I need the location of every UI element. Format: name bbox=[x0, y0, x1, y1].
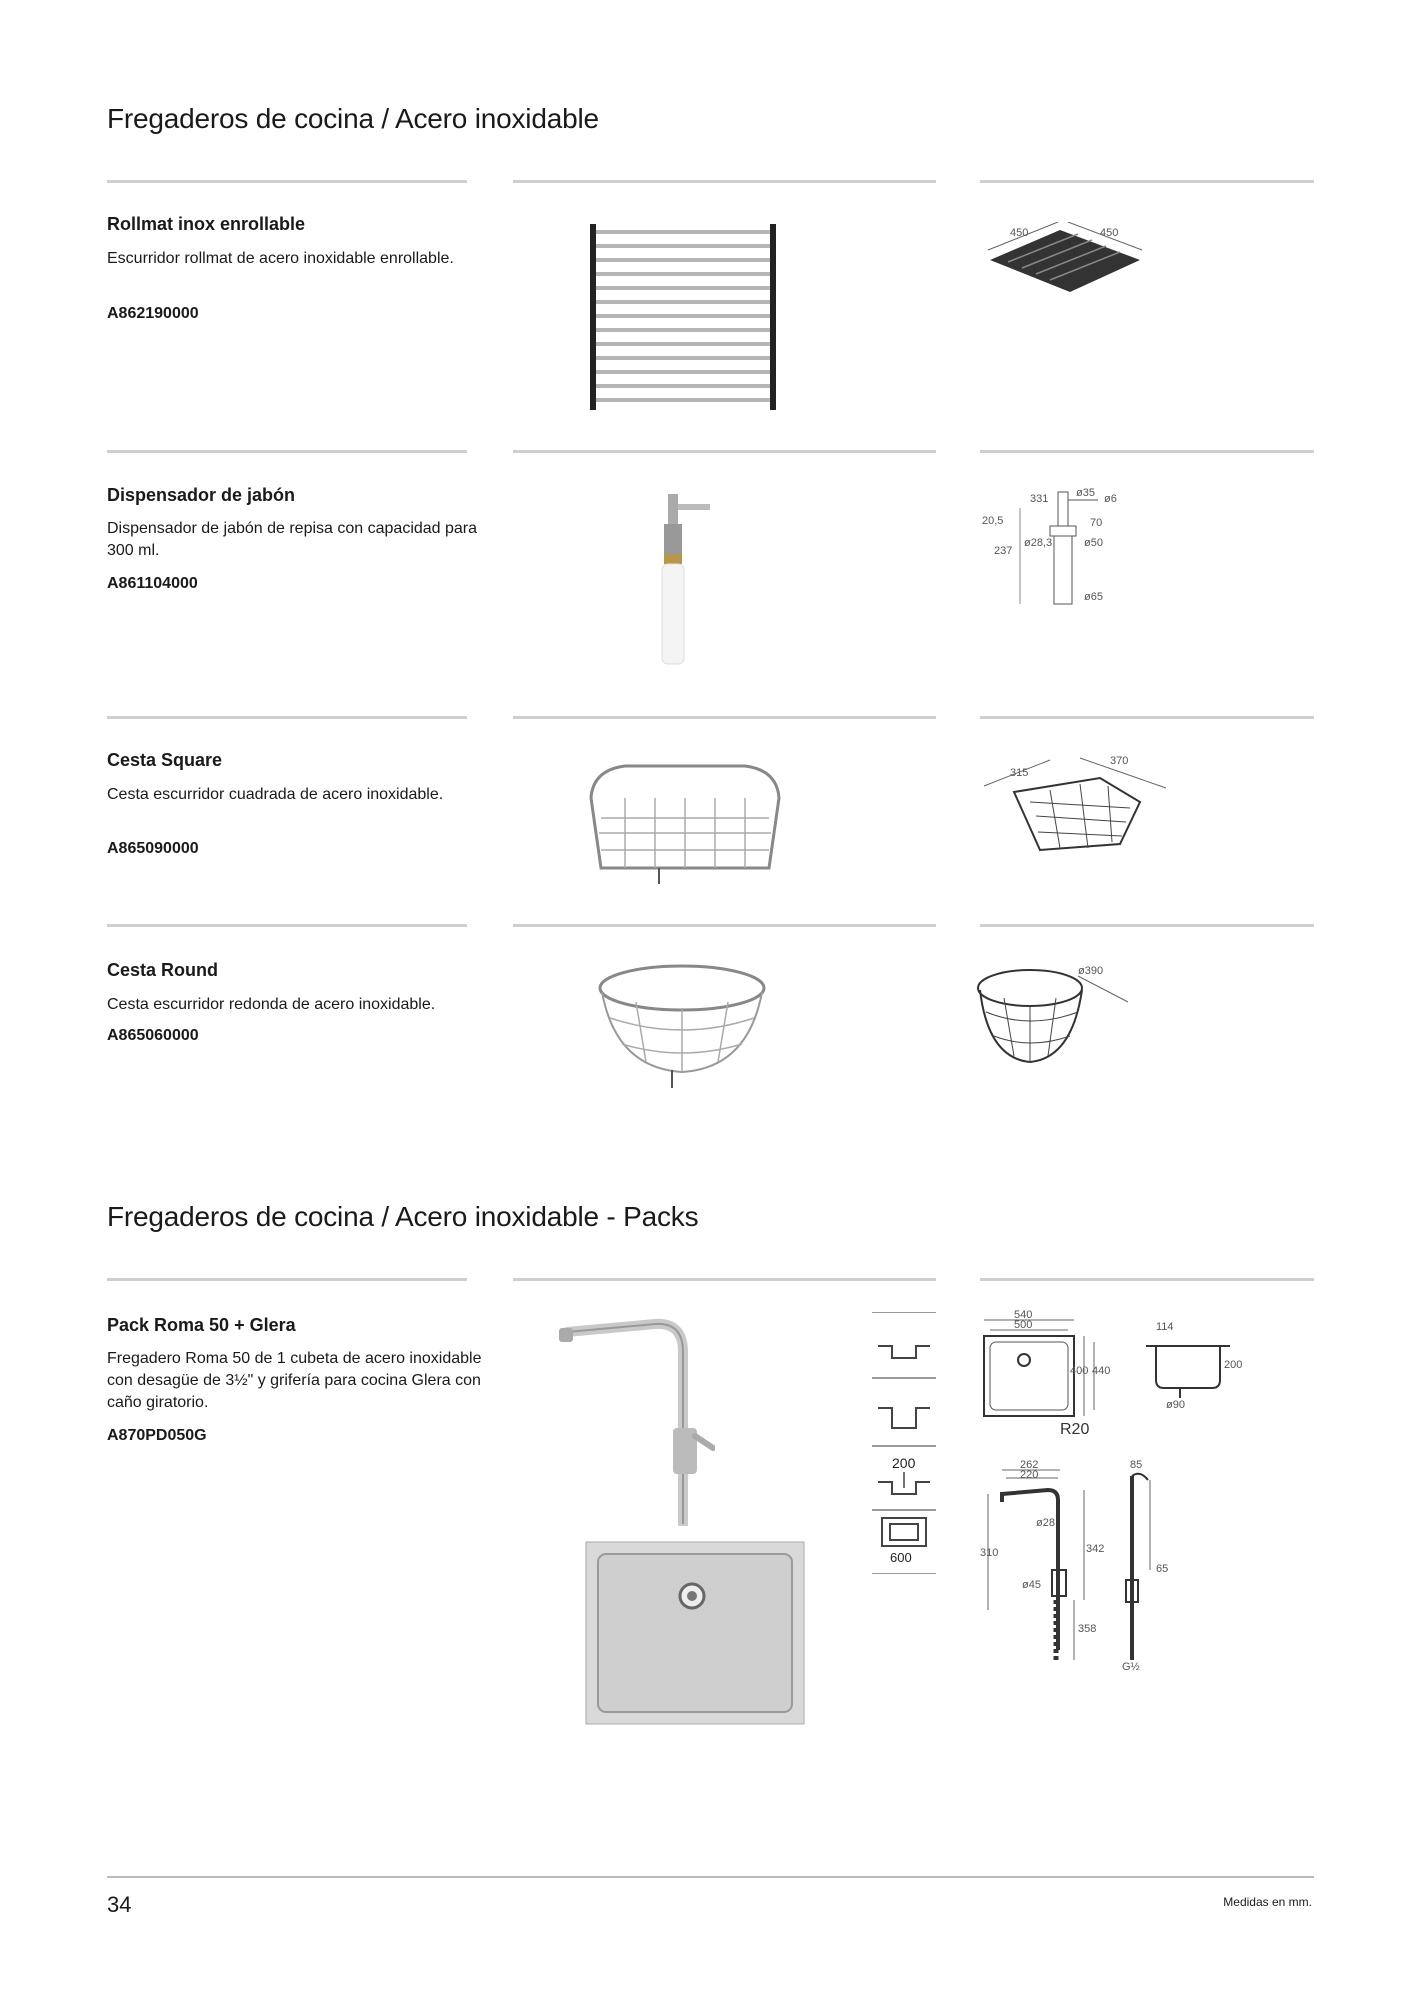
divider bbox=[980, 450, 1314, 453]
dimension-label: 450 bbox=[1100, 227, 1119, 239]
section-title: Fregaderos de cocina / Acero inoxidable - Packs bbox=[107, 1201, 699, 1232]
install-depth-label: 200 bbox=[892, 1455, 916, 1471]
tap-dimension-drawing bbox=[980, 1460, 1180, 1670]
install-width-label: 600 bbox=[890, 1550, 912, 1565]
dimension-label: 358 bbox=[1078, 1623, 1097, 1635]
sink-dimension-drawing bbox=[980, 1310, 1250, 1440]
product-description: Cesta escurridor cuadrada de acero inoxidable. bbox=[107, 786, 444, 803]
divider bbox=[980, 1278, 1314, 1281]
divider bbox=[980, 180, 1314, 183]
dimension-label: 331 bbox=[1030, 493, 1049, 505]
divider bbox=[107, 450, 467, 453]
page-number: 34 bbox=[107, 1892, 132, 1917]
dimension-label: ø390 bbox=[1078, 965, 1104, 977]
dimension-label: 342 bbox=[1086, 1543, 1105, 1555]
product-code: A870PD050G bbox=[107, 1427, 207, 1444]
dimension-label: ø35 bbox=[1076, 488, 1095, 499]
dimension-label: 310 bbox=[980, 1547, 999, 1559]
divider bbox=[513, 450, 936, 453]
dimension-label: ø90 bbox=[1166, 1399, 1185, 1411]
soap-dispenser-photo bbox=[650, 492, 730, 672]
product-description: Fregadero Roma 50 de 1 cubeta de acero inoxidable con desagüe de 3½" y grifería para cocina Glera con caño giratorio. bbox=[107, 1350, 482, 1411]
dimension-label: ø6 bbox=[1104, 493, 1117, 505]
divider bbox=[513, 716, 936, 719]
soap-dispenser-dimension-drawing bbox=[980, 488, 1130, 608]
installation-types bbox=[868, 1312, 940, 1574]
product-name: Pack Roma 50 + Glera bbox=[107, 1315, 296, 1335]
dimension-label: ø65 bbox=[1084, 591, 1103, 603]
dimension-label: 400 bbox=[1070, 1365, 1089, 1377]
section-title: Fregaderos de cocina / Acero inoxidable bbox=[107, 103, 599, 134]
dimension-label: ø45 bbox=[1022, 1579, 1041, 1591]
round-basket-dimension-drawing bbox=[974, 962, 1134, 1072]
product-code: A861104000 bbox=[107, 575, 198, 592]
divider bbox=[513, 180, 936, 183]
square-basket-dimension-drawing bbox=[980, 752, 1170, 862]
divider bbox=[980, 716, 1314, 719]
divider bbox=[107, 1278, 467, 1281]
dimension-label: 440 bbox=[1092, 1365, 1111, 1377]
dimension-label: 200 bbox=[1224, 1359, 1243, 1371]
square-basket-photo bbox=[585, 758, 785, 888]
product-name: Dispensador de jabón bbox=[107, 485, 296, 505]
divider bbox=[107, 924, 467, 927]
divider bbox=[107, 716, 467, 719]
dimension-label: 65 bbox=[1156, 1563, 1169, 1575]
dimension-label: 540 bbox=[1014, 1310, 1033, 1321]
dimension-label: 85 bbox=[1130, 1460, 1143, 1471]
footer-divider bbox=[107, 1876, 1314, 1878]
dimension-label: ø50 bbox=[1084, 537, 1103, 549]
dimension-label: 220 bbox=[1020, 1469, 1039, 1481]
divider bbox=[513, 1278, 936, 1281]
dimension-label: 262 bbox=[1020, 1460, 1039, 1471]
dimension-label: 237 bbox=[994, 545, 1013, 557]
dimension-label: 370 bbox=[1110, 755, 1129, 767]
product-description: Cesta escurridor redonda de acero inoxidable. bbox=[107, 996, 436, 1013]
dimension-label: G½ bbox=[1122, 1661, 1140, 1670]
product-name: Rollmat inox enrollable bbox=[107, 214, 306, 234]
product-code: A862190000 bbox=[107, 305, 199, 322]
product-description: Dispensador de jabón de repisa con capacidad para 300 ml. bbox=[107, 520, 478, 559]
divider bbox=[980, 924, 1314, 927]
divider bbox=[513, 924, 936, 927]
rollmat-photo bbox=[588, 222, 778, 412]
tap-photo bbox=[555, 1318, 715, 1526]
product-description: Escurridor rollmat de acero inoxidable enrollable. bbox=[107, 250, 454, 267]
dimension-label: 500 bbox=[1014, 1319, 1033, 1331]
product-code: A865090000 bbox=[107, 840, 199, 857]
dimension-label: 450 bbox=[1010, 227, 1029, 239]
sink-photo bbox=[584, 1540, 806, 1726]
units-note: Medidas en mm. bbox=[1223, 1895, 1312, 1909]
dimension-label: ø28,3 bbox=[1024, 537, 1053, 549]
corner-radius-label: R20 bbox=[1060, 1421, 1090, 1438]
product-name: Cesta Square bbox=[107, 750, 223, 770]
product-name: Cesta Round bbox=[107, 960, 219, 980]
dimension-label: 315 bbox=[1010, 767, 1029, 779]
dimension-label: ø28 bbox=[1036, 1517, 1055, 1529]
divider bbox=[107, 180, 467, 183]
dimension-label: 70 bbox=[1090, 517, 1103, 529]
dimension-label: 114 bbox=[1156, 1321, 1174, 1333]
round-basket-photo bbox=[596, 962, 768, 1092]
product-code: A865060000 bbox=[107, 1027, 199, 1044]
rollmat-dimension-drawing bbox=[980, 222, 1150, 312]
dimension-label: 20,5 bbox=[982, 515, 1004, 527]
